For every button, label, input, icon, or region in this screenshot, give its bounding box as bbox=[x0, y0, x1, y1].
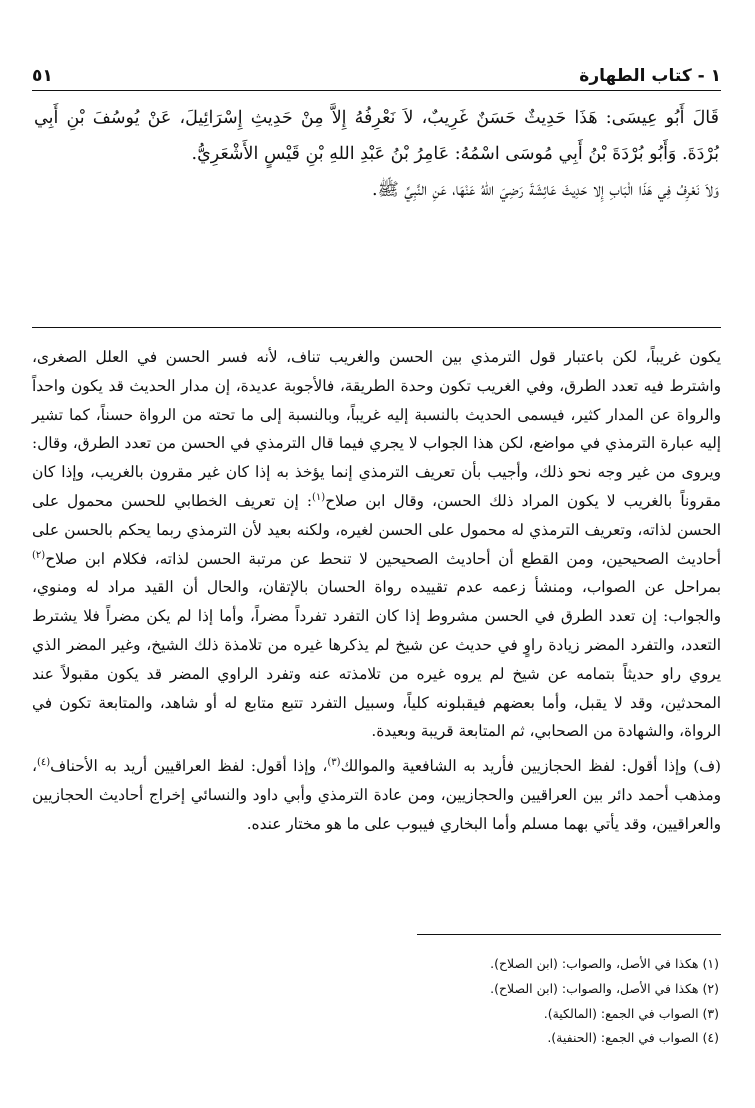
footnotes bbox=[100, 952, 719, 1051]
footnote-ref-4[interactable]: (٤) bbox=[36, 757, 51, 769]
footnote-1: (١) هكذا في الأصل، والصواب: (ابن الصلاح). bbox=[490, 956, 719, 971]
footnote-4: (٤) الصواب في الجمع: (الحنفية). bbox=[547, 1030, 719, 1046]
commentary-p2-part-a: (ف) وإذا أقول: لفظ الحجازيين فأريد به الشافعية والموالك bbox=[340, 757, 721, 776]
hadith-paragraph-2: وَلاَ نَعْرِفُ فِي هَذَا الْبَابِ إِلا حَدِيثَ عَائِشَةَ رَضِيَ اللهُ عَنْهَا، عَنِ النَّبِيِّ ﷺ. bbox=[372, 180, 719, 200]
page-number: ٥١ bbox=[32, 66, 53, 86]
page-header bbox=[32, 56, 721, 86]
hadith-text bbox=[34, 100, 719, 208]
header-rule bbox=[32, 90, 721, 91]
footnote-3: (٣) الصواب في الجمع: (المالكية). bbox=[543, 1005, 719, 1021]
commentary-p1-part-c: بمراحل عن الصواب، ومنشأ زعمه عدم تقييده رواة الحسان بالإتقان، والحال أن القيد مراد له ومنوي، والجواب: إن تعدد الطرق في الحسن مشروط إذا كان التفرد تفرداً مضراً، وأما إذا لم يكن مضراً فلا يشترط التعدد، والتفرد المضر زيادة راوٍ في حديث عن شيخ لم يذكرها غيره من تلامذة ذلك الشيخ، وغير المضر الذي يروي راو حديثاً بتمامه عن شيخ لم يروه غيره من تلامذته عنه وتفرد الراوي المضر قد يكون مقبولاً عند المحدثين، وقد لا يقبل، وأما بعضهم فيقبلونه كلياً، وسبيل التفرد تتبع متابع له أو شاهد، والمتابعة تكون في الرواة، والشهادة من الصحابي، ثم المتابعة قريبة وبعيدة. bbox=[32, 578, 721, 741]
footnote-ref-3[interactable]: (٣) bbox=[327, 757, 341, 769]
commentary-p1-part-b: : إن تعريف الخطابي للحسن محمول على الحسن لذاته، وتعريف الترمذي له محمول على الحسن لغيره، ولكنه بعيد لأن الترمذي ربما يحكم بالحسن على أحاديث الصحيحين، ومن القطع أن أحاديث الصحيحين لا تنحط عن مرتبة الحسن لذاته، فكلام ابن صلاح bbox=[32, 491, 721, 568]
footnote-ref-2[interactable]: (٢) bbox=[32, 549, 46, 561]
chapter-title: ١ - كتاب الطهارة bbox=[579, 66, 721, 86]
footnote-ref-1[interactable]: (١) bbox=[312, 491, 326, 503]
footnote-divider bbox=[417, 934, 721, 935]
commentary-p1-part-a: يكون غريباً، لكن باعتبار قول الترمذي بين الحسن والغريب تناف، لأنه فسر الحسن في العلل الصغرى، واشترط فيه تعدد الطرق، وفي الغريب تكون وحدة الطريقة، فالأجوبة عديدة، إن مدار الحديث قد يكون واحداً والرواة عن المدار كثير، فيسمى الحديث بالنسبة إليه غريباً، وبالنسبة إلى ما تحته من الرواة حسناً، كما تشير إليه عبارة الترمذي في مواضع، لكن هذا الجواب لا يجري فيما قال الترمذي في الحسن من تعدد الطرق، وقال: ويروى من غير وجه نحو ذلك، وأجيب بأن تعريف الترمذي إنما يؤخذ به إذا كان غير مقرون بالغريب، وإذا كان مقروناً بالغريب لا يكون المراد ذلك الحسن، وقال ابن صلاح bbox=[32, 348, 721, 510]
hadith-paragraph-1: قَالَ أَبُو عِيسَى: هَذَا حَدِيثٌ حَسَنٌ غَرِيبٌ، لاَ نَعْرِفُهُ إِلاَّ مِنْ حَدِيثِ إِسْرَائِيلَ، عَنْ يُوسُفَ بْنِ أَبِي بُرْدَةَ. وَأَبُو بُرْدَةَ بْنُ أَبِي مُوسَى اسْمُهُ: عَامِرُ بْنُ عَبْدِ اللهِ بْنِ قَيْسٍ الأَشْعَرِيُّ. bbox=[34, 108, 719, 164]
commentary-p2-part-c: ، ومذهب أحمد دائر بين العراقيين والحجازيين، ومن عادة الترمذي وأبي داود والنسائي إخراج أحاديث الحجازيين والعراقيين، وقد يأتي بهما مسلم وأما البخاري فيبوب على ما هو مختار عنده. bbox=[32, 757, 721, 833]
commentary-p2-part-b: ، وإذا أقول: لفظ العراقيين أريد به الأحناف bbox=[50, 757, 328, 776]
section-divider bbox=[32, 327, 721, 328]
footnote-2: (٢) هكذا في الأصل، والصواب: (ابن الصلاح). bbox=[490, 980, 719, 996]
commentary-paragraph-2 bbox=[32, 752, 721, 838]
commentary-paragraph-1 bbox=[32, 343, 721, 746]
commentary-text bbox=[32, 343, 721, 839]
